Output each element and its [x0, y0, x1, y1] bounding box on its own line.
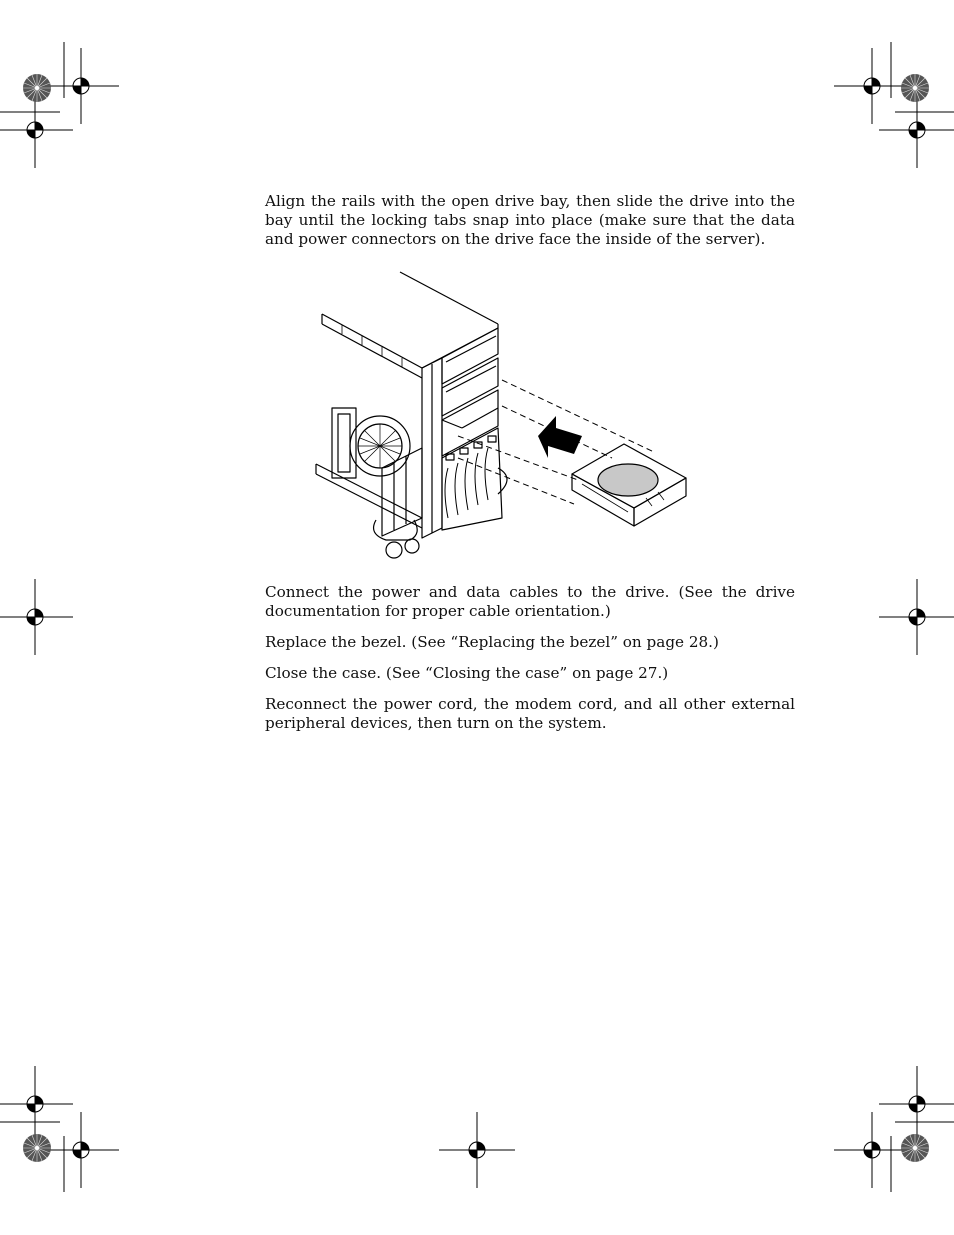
instruction-replace-bezel: Replace the bezel. (See “Replacing the bezel” on page 28.) — [265, 633, 719, 651]
crop-marks-top — [0, 42, 954, 112]
instruction-connect-cables: Connect the power and data cables to the drive. (See the drive documentation for proper cable orientation.) — [265, 583, 795, 620]
instruction-align-drive: Align the rails with the open drive bay, then slide the drive into the bay until the locking tabs snap into place (make sure that the data and power connectors on the drive face the inside of the server). — [265, 192, 795, 248]
drive-insertion-illustration — [312, 268, 692, 563]
insertion-arrow — [538, 416, 582, 458]
instruction-close-case: Close the case. (See “Closing the case” on page 27.) — [265, 664, 669, 682]
instruction-reconnect-power: Reconnect the power cord, the modem cord, and all other external peripheral devices, then turn on the system. — [265, 695, 795, 732]
